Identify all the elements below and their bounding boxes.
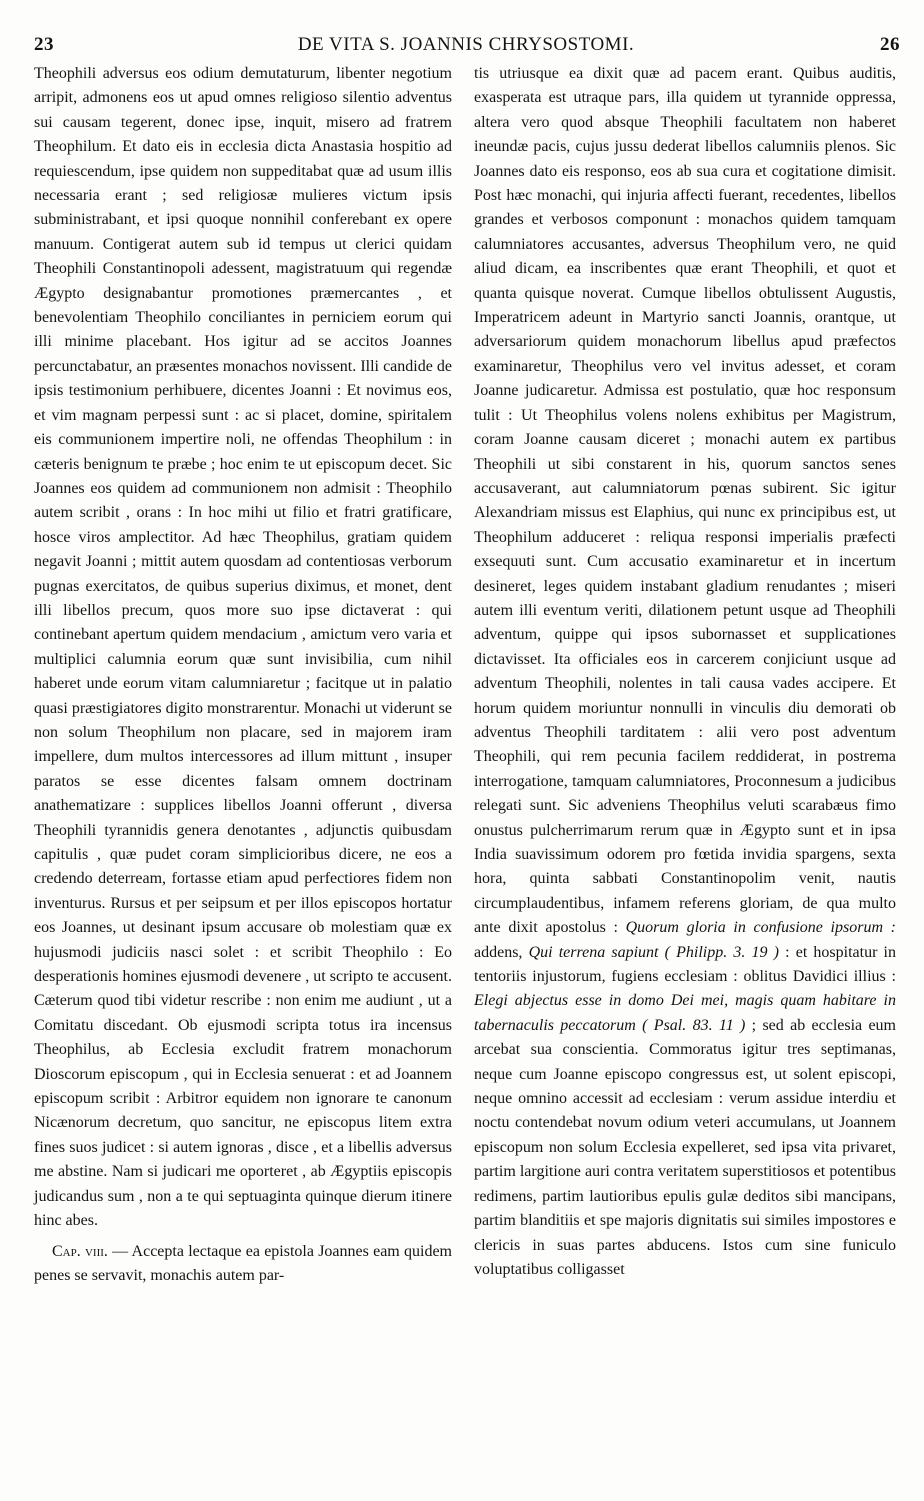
text-run: addens, <box>474 943 529 961</box>
text-run: tis utriusque ea dixit quæ ad pacem erant. Quibus auditis, exasperata est utraque pars, illa quidem ut tyrannide oppressa, altera vero quod absque Theophili facultatem non haberet ineundæ pacis, cujus jussu dederat libellos calumniis plenos. Sic Joannes dato eis responso, eos ab sua cura et cogitatione dimisit. Post hæc monachi, qui injuria affecti fuerant, recedentes, libellos grandes et verbosos componunt : monachos quidem tamquam calumniatores accusantes, adversus Theophilum vero, ne quid aliud dicam, ea inscribentes quæ erant Theophili, et quot et quanta quisque noverat. Cumque libellos obtulissent Augustis, Imperatricem adeunt in Martyrio sancti Joannis, orantque, ut adversariorum quidem monachorum libellus apud præfectos examinaretur, Theophilus vero vel invitus adesset, et coram Joanne judicaretur. Admissa est postulatio, quæ hoc responsum tulit : Ut Theophilus volens nolens exhibitus per Magistrum, coram Joanne causam diceret ; monachi autem ex partibus Theophili ut sibi constarent in his, quorum sanctos senes accusaverant, aut calumniatorum pœnas subirent. Sic igitur Alexandriam missus est Elaphius, qui nunc ex principibus est, ut Theophilum adduceret : reliqua responsi imperialis præfecti exsequuti sunt. Cum accusatio examinaretur et in incertum desineret, leges quidem instabant gladium renudantes ; miseri autem illi eventum veriti, dilationem petunt usque ad Theophili adventum, quippe qui ipsos subornasset et supplicationes dictavisset. Ita officiales eos in carcerem conjiciunt usque ad adventum Theophili, nolentes in tali causa vades accipere. Et horum quidem moriuntur nonnulli in vinculis diu demorati ob adventus Theophili tarditatem : alii vero post adventum Theophili, qui rem pecunia facilem reddiderat, in postrema interrogatione, tamquam calumniatores, Proconnesum a judicibus relegati sunt. Sic adveniens Theophilus veluti scarabæus fimo onustus pulcherrimarum rerum quæ in Ægypto sunt et in ipsa India suavissimum odorem pro fœtida invidia spargens, sexta hora, quinta sabbati Constantinopolim venit, nautis circumplaudentibus, infamem referens gloriam, de qua multo ante dixit apostolus : <box>474 65 896 937</box>
left-text-column <box>34 62 452 1288</box>
text-run: ; sed ab ecclesia eum arcebat sua conscientia. Commoratus igitur tres septimanas, neque cum Joanne episcopo congressus est, ut solent episcopi, neque omnino accessit ad ecclesiam : verum assidue interdiu et noctu contendebat novum odium veteri accumulans, ut Joannem episcopum non solum Ecclesia expelleret, sed ipsa vita privaret, partim largitione auri contra veritatem superstitiosos et potentibus redimens, partim lautioribus epulis gulæ deditos sibi mancipans, partim blanditiis et spe majoris dignitatis sui similes impostores e clericis in suas partes abducens. Istos cum sine funiculo voluptatibus colligasset <box>474 1016 897 1278</box>
running-title: DE VITA S. JOANNIS CHRYSOSTOMI. <box>297 34 635 55</box>
paragraph: Theophili adversus eos odium demutaturum, libenter negotium arripit, admonens eos ut apud omnes religioso silentio adventus sui causam tegerent, donec ipse, inquit, misero ad fratrem Theophilum. Et dato eis in ecclesia dicta Anastasia hospitio ad requiescendum, ipse quidem non suppeditabat quæ ad usum illis necessaria erant ; sed religiosæ mulieres victum ipsis subministrabant, et ipsi quoque nonnihil conferebant ex opere manuum. Contigerat autem sub id tempus ut clerici quidam Theophili Constantinopoli adessent, magistratuum qui regendæ Ægypto designabantur promotiones præmercantes , et benevolentiam Theophilo conciliantes in perniciem eorum qui illi minime placebant. Hos igitur ad se accitos Joannes percunctabatur, an præsentes monachos novissent. Illi candide de ipsis testimonium perhibuere, dicentes Joanni : Et novimus eos, et vim magnam perpessi sunt : ac si placet, domine, spiritalem eis communionem impertire noli, ne offendas Theophilum : in cæteris benignum te præbe ; hoc enim te ut episcopum decet. Sic Joannes eos quidem ad communionem non admisit : Theophilo autem scribit , orans : In hoc mihi ut filio et fratri gratificare, hosce viros amplectitor. Ad hæc Theophilus, gratiam quidem negavit Joanni ; mittit autem quosdam ad contentiosas verborum pugnas exercitatos, de quibus superius diximus, et monet, dent illi libellos precum, quos more suo ipse dictaverat : qui continebant apertum quidem mendacium , amictum vero varia et multiplici calumnia eorum quæ sunt invisibilia, cum nihil haberet unde eorum vitam calumniaretur ; facitque ut in palatio quasi præstigiatores digito monstrarentur. Monachi ut viderunt se non solum Theophilum non placare, sed in majorem iram impellere, dum multos intercessores ad illum mittunt , insuper paratos se esse dicentes falsam omnem doctrinam anathematizare : supplices libellos Joanni offerunt , diversa Theophili tyrannidis genera denotantes , adjunctis quibusdam capitulis , quæ pudet coram simplicioribus dicere, ne eos a credendo deterream, fortasse etiam apud perfectiores fidem non inventurus. Rursus et per seipsum et per illos episcopos hortatur eos Joannes, ut desinant ipsum accusare ob molestiam quæ ex hujusmodi judiciis nasci solet : et scribit Theophilo : Eo desperationis homines ejusmodi devenere , ut scripto te accusent. Cæterum quod tibi videtur rescribe : non enim me audiunt , ut a Comitatu discedant. Ob ejusmodi scripta totus ira incensus Theophilus, ab Ecclesia excludit fratrem monachorum Dioscorum episcopum , qui in Ecclesia senuerat : et ad Joannem episcopum scribit : Arbitror equidem non ignorare te canonum Nicænorum decretum, quo sancitur, ne episcopus litem extra fines suos judicet : si autem ignoras , disce , et a libellis adversus me abstine. Nam si judicari me oporteret , ab Ægyptiis episcopis judicandus sum , non a te qui septuaginta quinque dierum itinere hinc abes. <box>34 65 452 1230</box>
running-head <box>32 34 900 60</box>
chapter-text: Accepta lectaque ea epistola Joannes eam quidem penes se servavit, monachis autem par- <box>34 1242 452 1284</box>
chapter-label: Cap. viii. — <box>52 1242 129 1260</box>
scripture-quote: Quorum gloria in confusione ipsorum : <box>625 919 897 937</box>
right-text-column <box>474 62 896 1282</box>
page-number-left: 23 <box>34 34 54 55</box>
paragraph <box>474 62 896 1282</box>
page-number-right: 26 <box>880 34 900 55</box>
text-run: : et hospitatur in tentoriis injustorum, fugiens ecclesiam : oblitus Davidici illius : <box>474 943 896 986</box>
chapter-paragraph <box>34 1240 452 1289</box>
scripture-quote: Qui terrena sapiunt ( Philipp. 3. 19 ) <box>528 943 779 961</box>
scripture-quote: Elegi abjectus esse in domo Dei mei, magis quam habitare in tabernaculis peccatorum ( Psal. 83. 11 ) <box>474 992 896 1034</box>
